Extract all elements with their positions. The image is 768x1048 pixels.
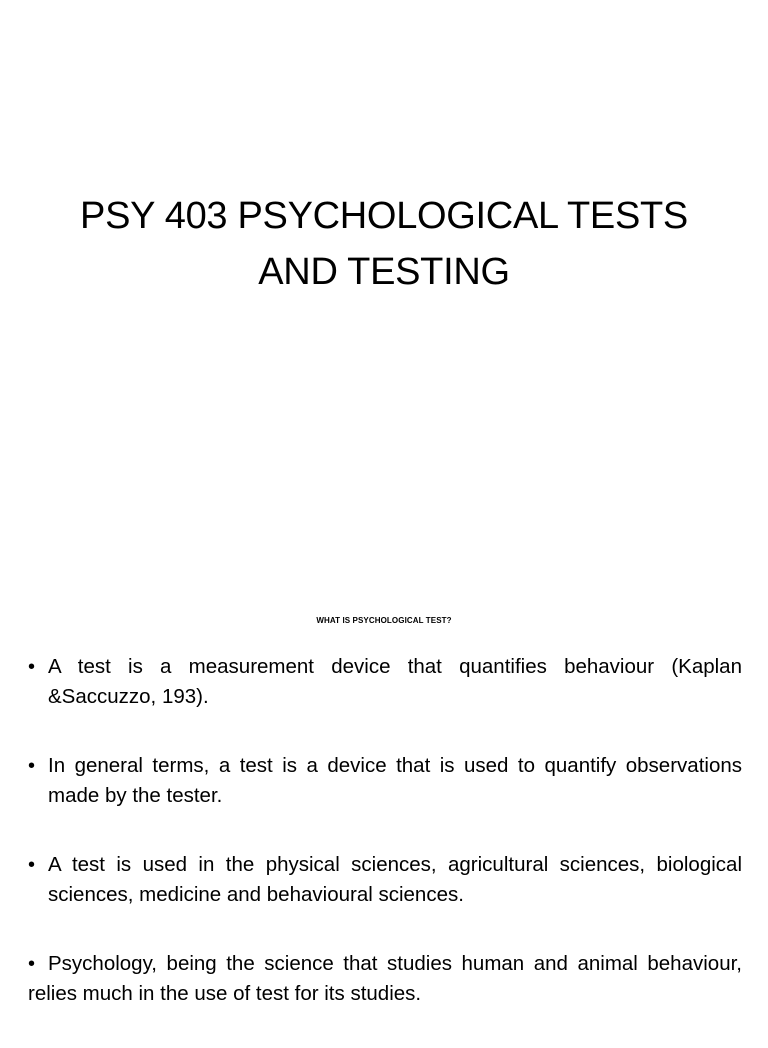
bullet-text: Psychology, being the science that studies human and animal behaviour, relies much in the use of test for its studies. <box>28 952 742 1005</box>
bullet-icon: • <box>28 656 36 678</box>
slide-title <box>0 188 768 300</box>
bullet-text: A test is a measurement device that quantifies behaviour (Kaplan &Saccuzzo, 193). <box>48 655 742 708</box>
bullet-item <box>28 949 742 1009</box>
slide-title-line-2: AND TESTING <box>258 251 510 293</box>
slide-title-line-1: PSY 403 PSYCHOLOGICAL TESTS <box>80 195 688 237</box>
bullet-text: A test is used in the physical sciences, agricultural sciences, biological sciences, medicine and behavioural sciences. <box>48 853 742 906</box>
bullet-item <box>28 850 742 910</box>
section-heading: WHAT IS PSYCHOLOGICAL TEST? <box>316 616 452 625</box>
bullet-text: In general terms, a test is a device that is used to quantify observations made by the tester. <box>48 754 742 807</box>
bullet-item <box>28 751 742 811</box>
bullet-item <box>28 652 742 712</box>
bullet-icon: • <box>28 953 36 975</box>
bullet-list <box>28 652 742 1048</box>
bullet-icon: • <box>28 854 36 876</box>
bullet-icon: • <box>28 755 36 777</box>
